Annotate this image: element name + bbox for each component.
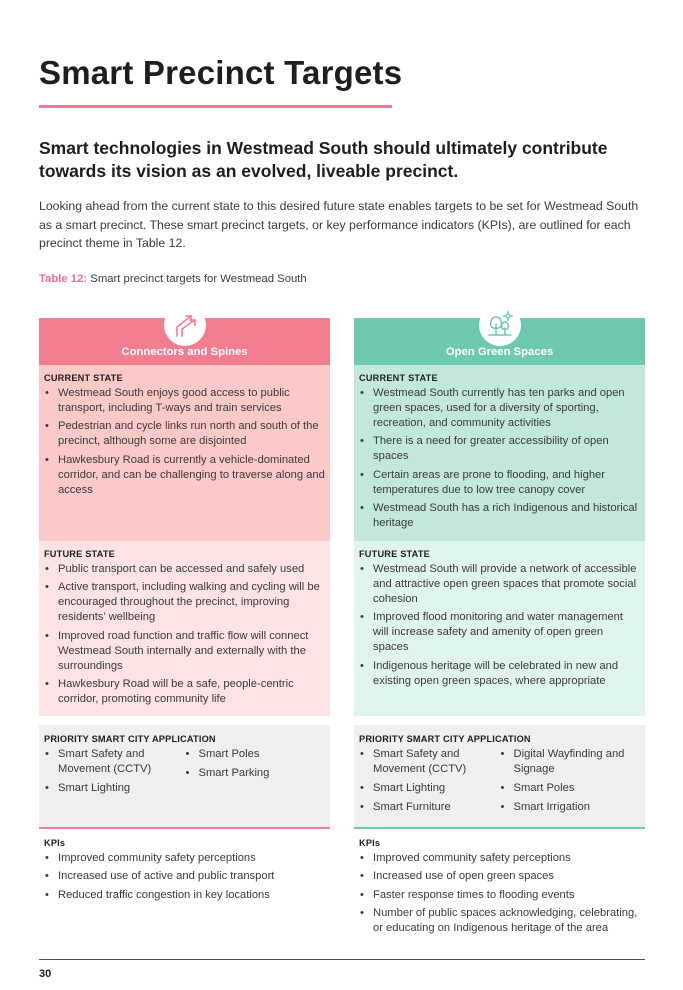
list-item: • Increased use of open green spaces — [359, 869, 640, 884]
list-item: • Smart Poles — [185, 747, 326, 762]
table-caption — [39, 273, 307, 285]
section-label: PRIORITY SMART CITY APPLICATION — [44, 734, 216, 744]
list-item: • Westmead South enjoys good access to public transport, including T-ways and train services — [44, 386, 325, 416]
list-item: • Smart Lighting — [44, 781, 185, 796]
list-item: • Improved flood monitoring and water management will increase safety and amenity of open green spaces — [359, 610, 640, 655]
list-item: • Increased use of active and public transport — [44, 869, 325, 884]
future-state-list — [359, 562, 640, 689]
list-item: • Public transport can be accessed and safely used — [44, 562, 325, 577]
current-state-section — [39, 365, 330, 541]
kpis-section — [39, 829, 330, 903]
priority-list-a — [44, 747, 185, 800]
current-state-section — [354, 365, 645, 541]
current-state-list — [44, 386, 325, 498]
current-state-list — [359, 386, 640, 531]
list-item: • Smart Irrigation — [500, 800, 641, 815]
section-label: FUTURE STATE — [359, 549, 430, 559]
section-label: FUTURE STATE — [44, 549, 115, 559]
list-item: • Smart Safety and Movement (CCTV) — [359, 747, 500, 777]
footer-divider — [39, 959, 645, 960]
arrows-icon — [164, 304, 206, 346]
list-item: • Indigenous heritage will be celebrated in new and existing open green spaces, where appropriate — [359, 659, 640, 689]
theme-header — [39, 318, 330, 365]
theme-column-connectors — [39, 318, 330, 906]
table-caption-label: Table 12: — [39, 273, 88, 285]
table-caption-text: Smart precinct targets for Westmead South — [90, 273, 307, 285]
list-item: • Smart Furniture — [359, 800, 500, 815]
list-item: • Improved community safety perceptions — [359, 851, 640, 866]
list-item: • Active transport, including walking and cycling will be encouraged throughout the precinct, improving residents’ wellbeing — [44, 580, 325, 625]
priority-list-b — [185, 747, 326, 800]
section-label: CURRENT STATE — [44, 373, 123, 383]
section-label: PRIORITY SMART CITY APPLICATION — [359, 734, 531, 744]
list-item: • Digital Wayfinding and Signage — [500, 747, 641, 777]
section-label: KPIs — [44, 838, 66, 848]
list-item: • Pedestrian and cycle links run north and south of the precinct, although some are disjointed — [44, 419, 325, 449]
priority-application-section — [354, 725, 645, 829]
list-item: • Smart Poles — [500, 781, 641, 796]
title-underline — [39, 105, 392, 108]
future-state-section — [39, 541, 330, 716]
list-item: • Reduced traffic congestion in key locations — [44, 888, 325, 903]
list-item: • Hawkesbury Road is currently a vehicle-dominated corridor, and can be challenging to traverse along and access — [44, 453, 325, 498]
intro-paragraph: Looking ahead from the current state to this desired future state enables targets to be set for Westmead South as a smart precinct. These smart precinct targets, or key performance indicators (KPIs), are outlined for each precinct theme in Table 12. — [39, 199, 639, 250]
theme-title: Open Green Spaces — [445, 346, 554, 358]
section-label: CURRENT STATE — [359, 373, 438, 383]
theme-title: Connectors and Spines — [121, 346, 248, 358]
page-number: 30 — [39, 968, 52, 980]
section-label: KPIs — [359, 838, 381, 848]
trees-icon — [479, 304, 521, 346]
priority-application-section — [39, 725, 330, 829]
page-title: Smart Precinct Targets — [39, 54, 403, 91]
list-item: • Smart Parking — [185, 766, 326, 781]
kpis-section — [354, 829, 645, 936]
list-item: • There is a need for greater accessibility of open spaces — [359, 434, 640, 464]
list-item: • Improved community safety perceptions — [44, 851, 325, 866]
list-item: • Certain areas are prone to flooding, and higher temperatures due to low tree canopy cover — [359, 468, 640, 498]
list-item: • Faster response times to flooding events — [359, 888, 640, 903]
future-state-section — [354, 541, 645, 716]
priority-list-b — [500, 747, 641, 819]
list-item: • Westmead South has a rich Indigenous and historical heritage — [359, 501, 640, 531]
theme-header — [354, 318, 645, 365]
kpi-list — [359, 851, 640, 936]
list-item: • Westmead South will provide a network of accessible and attractive open green spaces that promote social cohesion — [359, 562, 640, 607]
list-item: • Number of public spaces acknowledging, celebrating, or educating on Indigenous heritage of the area — [359, 906, 640, 936]
list-item: • Improved road function and traffic flow will connect Westmead South internally and externally with the surroundings — [44, 629, 325, 674]
priority-list-a — [359, 747, 500, 819]
theme-column-open-green-spaces — [354, 318, 645, 939]
list-item: • Westmead South currently has ten parks and open green spaces, used for a diversity of sporting, recreation, and community activities — [359, 386, 640, 431]
intro-heading: Smart technologies in Westmead South should ultimately contribute towards its vision as an evolved, liveable precinct. — [39, 138, 608, 181]
kpi-list — [44, 851, 325, 903]
list-item: • Smart Lighting — [359, 781, 500, 796]
list-item: • Hawkesbury Road will be a safe, people-centric corridor, promoting community life — [44, 677, 325, 707]
list-item: • Smart Safety and Movement (CCTV) — [44, 747, 185, 777]
future-state-list — [44, 562, 325, 707]
